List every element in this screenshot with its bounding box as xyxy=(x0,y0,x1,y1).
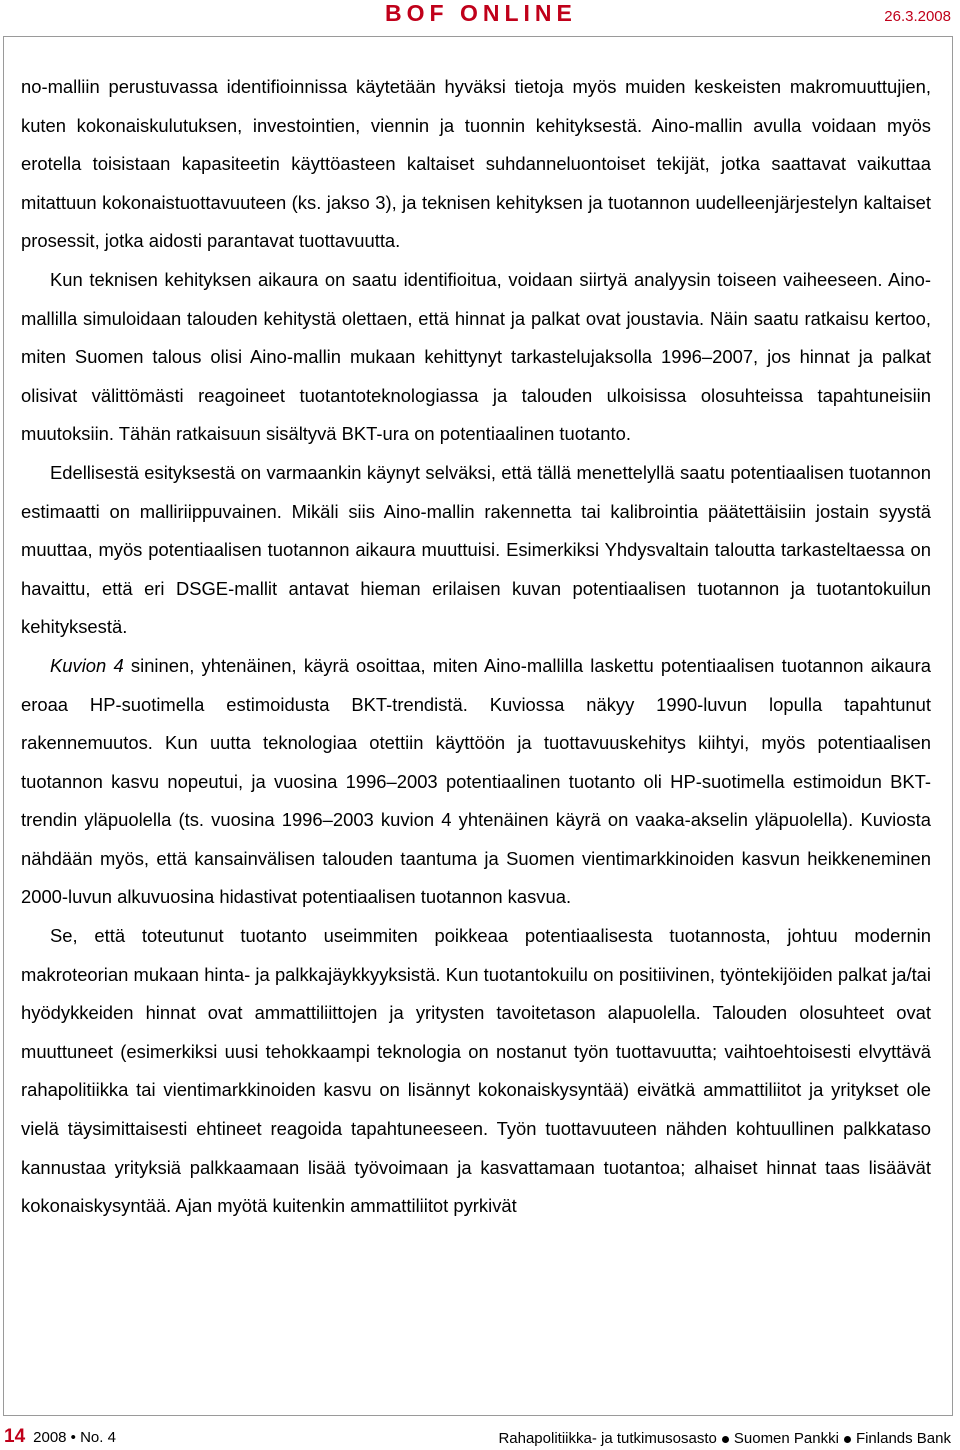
bullet-icon xyxy=(844,1436,851,1443)
bank-name-en: Finlands Bank xyxy=(855,1430,951,1447)
page-number: 14 xyxy=(4,1426,26,1447)
paragraph-5: Se, että toteutunut tuotanto useimmiten poikkeaa potentiaalisesta tuotannosta, johtuu modernin makroteorian mukaan hinta- ja palkkajäykkyyksistä. Kun tuotantokuilu on positiivinen, työntekijöiden palkat ja/tai hyödykkeiden hinnat ovat ammattiliittojen ja yritysten tavoitetason alapuolella. Talouden olosuhteet ovat muuttuneet (esimerkiksi uusi tehokkaampi teknologia on nostanut työn tuottavuutta; vaihtoehtoisesti elvyttävä rahapolitiikka tai vientimarkkinoiden kasvu on lisännyt kokonaiskysyntää) eivätkä ammattiliitot ja yritykset ole vielä täysimittaisesti ehtineet reagoida tapahtuneeseen. Työn tuottavuuteen nähden kohtuullinen palkkataso kannustaa yrityksiä palkkaamaan lisää työvoimaan ja kasvattamaan tuotantoa; alhaiset hinnat taas lisäävät kokonaiskysyntää. Ajan myötä kuitenkin ammattiliitot pyrkivät xyxy=(21,925,931,1217)
article-body xyxy=(21,68,931,1226)
bank-name-fi: Suomen Pankki xyxy=(733,1430,839,1447)
footer-publisher xyxy=(498,1430,951,1447)
bullet-icon xyxy=(722,1436,729,1443)
issue-label: 2008 • No. 4 xyxy=(33,1429,116,1446)
paragraph-1: no-malliin perustuvassa identifioinnissa käytetään hyväksi tietoja myös muiden keskeisten makromuuttujien, kuten kokonaiskulutuksen, investointien, viennin ja tuonnin kehityksestä. Aino-mallin avulla voidaan myös erotella toisistaan kapasiteetin käyttöasteen kaltaiset suhdanneluontoiset tekijät, jotka saattavat vaikuttaa mitattuun kokonaistuottavuuteen (ks. jakso 3), ja teknisen kehityksen ja tuotannon uudelleenjärjestelyn kaltaiset prosessit, jotka aidosti parantavat tuottavuutta. xyxy=(21,76,931,252)
paragraph-3: Edellisestä esityksestä on varmaankin käynyt selväksi, että tällä menettelyllä saatu potentiaalisen tuotannon estimaatti on malliriippuvainen. Mikäli siis Aino-mallin rakennetta tai kalibrointia päätettäisiin jostain syystä muuttaa, myös potentiaalisen tuotannon aikaura muuttuisi. Esimerkiksi Yhdysvaltain taloutta tarkasteltaessa on havaittu, että eri DSGE-mallit antavat hieman erilaisen kuvan potentiaalisen tuotannon ja tuotantokuilun kehityksestä. xyxy=(21,461,931,638)
paragraph-4 xyxy=(21,647,931,917)
paragraph-4-text: sininen, yhtenäinen, käyrä osoittaa, miten Aino-mallilla laskettu potentiaalisen tuotannon aikaura eroaa HP-suotimella estimoidusta BKT-trendistä. Kuviossa näkyy 1990-luvun lopulla tapahtunut rakennemuutos. Kun uutta teknologiaa otettiin käyttöön ja tuottavuuskehitys kiihtyi, myös potentiaalisen tuotannon kasvu nopeutui, ja vuosina 1996–2003 potentiaalinen tuotanto oli HP-suotimella estimoidun BKT-trendin yläpuolella (ts. vuosina 1996–2003 kuvion 4 yhtenäinen käyrä on vaaka-akselin yläpuolella). Kuviosta nähdään myös, että kansainvälisen talouden taantuma ja Suomen vientimarkkinoiden kasvun heikkeneminen 2000-luvun alkuvuosina hidastivat potentiaalisen tuotannon kasvua. xyxy=(21,654,931,908)
footer-issue xyxy=(4,1426,116,1448)
department-name: Rahapolitiikka- ja tutkimusosasto xyxy=(498,1430,717,1447)
publication-date: 26.3.2008 xyxy=(884,8,951,25)
paragraph-2: Kun teknisen kehityksen aikaura on saatu identifioitua, voidaan siirtyä analyysin toiseen vaiheeseen. Aino-mallilla simuloidaan talouden kehitystä olettaen, että hinnat ja palkat ovat joustavia. Näin saatu ratkaisu kertoo, miten Suomen talous olisi Aino-mallin mukaan kehittynyt tarkastelujaksolla 1996–2007, jos hinnat ja palkat olisivat välittömästi reagoineet tuotantoteknologiassa ja talouden ulkoisissa olosuhteissa tapahtuneisiin muutoksiin. Tähän ratkaisuun sisältyvä BKT-ura on potentiaalinen tuotanto. xyxy=(21,268,931,445)
publication-title: BOF ONLINE xyxy=(385,0,577,26)
figure-reference: Kuvion 4 xyxy=(50,654,124,676)
